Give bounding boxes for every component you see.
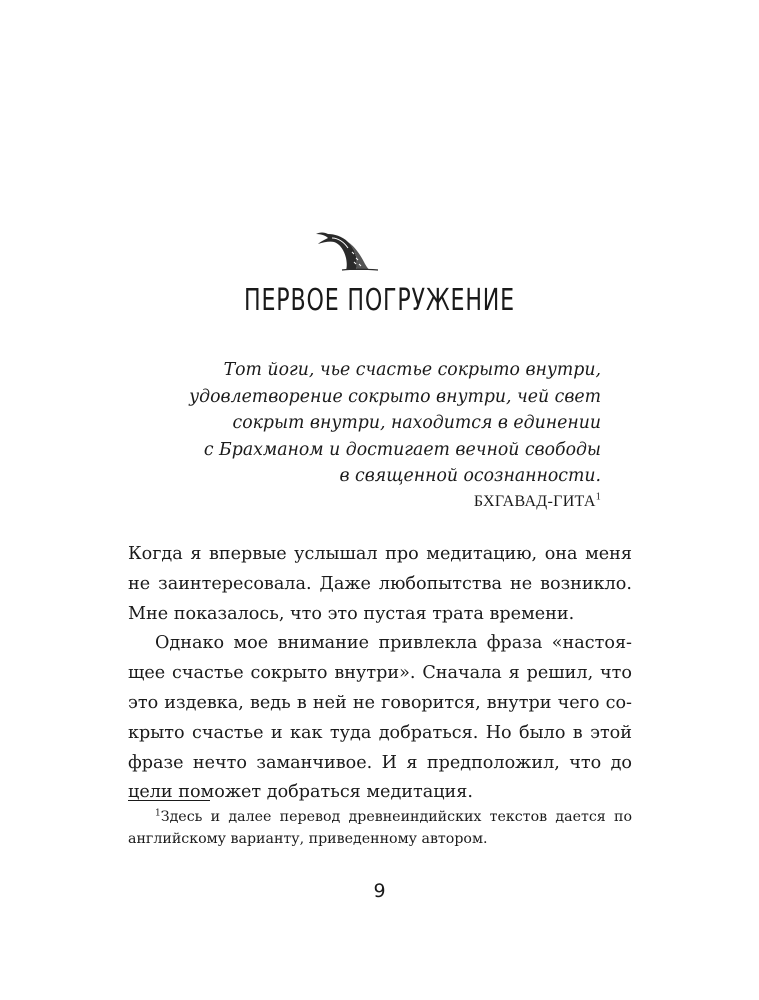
epigraph-source <box>474 493 601 511</box>
footnote-divider <box>128 800 210 801</box>
epigraph-source-name: БХГАВАД-ГИТА <box>473 493 596 510</box>
footnote-reference[interactable]: 1 <box>595 491 601 503</box>
page-number: 9 <box>373 880 386 902</box>
body-line: Когда я впервые услышал про медитацию, она меня <box>128 544 632 564</box>
body-line: это издевка, ведь в ней не говорится, внутри чего со- <box>128 692 632 713</box>
body-line: щее счастье сокрыто внутри». Сначала я решил, что <box>128 663 632 684</box>
chapter-title: ПЕРВОЕ ПОГРУЖЕНИЕ <box>244 283 515 318</box>
footnote <box>128 806 632 850</box>
footnote-line: английскому варианту, приведенному автором. <box>128 831 488 847</box>
epigraph <box>181 357 601 490</box>
footnote-mark: 1 <box>155 808 161 819</box>
body-line: Однако мое внимание привлекла фраза «настоя- <box>155 633 632 654</box>
epigraph-line: с Брахманом и достигает вечной свободы <box>203 439 601 460</box>
body-line: не заинтересовала. Даже любопытства не возникло. <box>128 573 632 594</box>
epigraph-line: в священной осознанности. <box>339 466 601 486</box>
fish-tail-icon <box>312 220 382 272</box>
footnote-line <box>128 806 632 828</box>
body-text <box>128 540 632 808</box>
body-line: фразе нечто заманчивое. И я предположил, что до <box>128 752 632 773</box>
epigraph-line: удовлетворение сокрыто внутри, чей свет <box>189 386 601 407</box>
footnote-text: Здесь и далее перевод древнеиндийских текстов дается по <box>160 809 632 825</box>
epigraph-line: Тот йоги, чье счастье сокрыто внутри, <box>223 360 601 380</box>
body-line: Мне показалось, что это пустая трата времени. <box>128 603 575 624</box>
epigraph-line: сокрыт внутри, находится в единении <box>232 413 601 433</box>
body-line: цели поможет добраться медитация. <box>128 782 473 803</box>
body-line: крыто счастье и как туда добраться. Но было в этой <box>128 722 632 743</box>
